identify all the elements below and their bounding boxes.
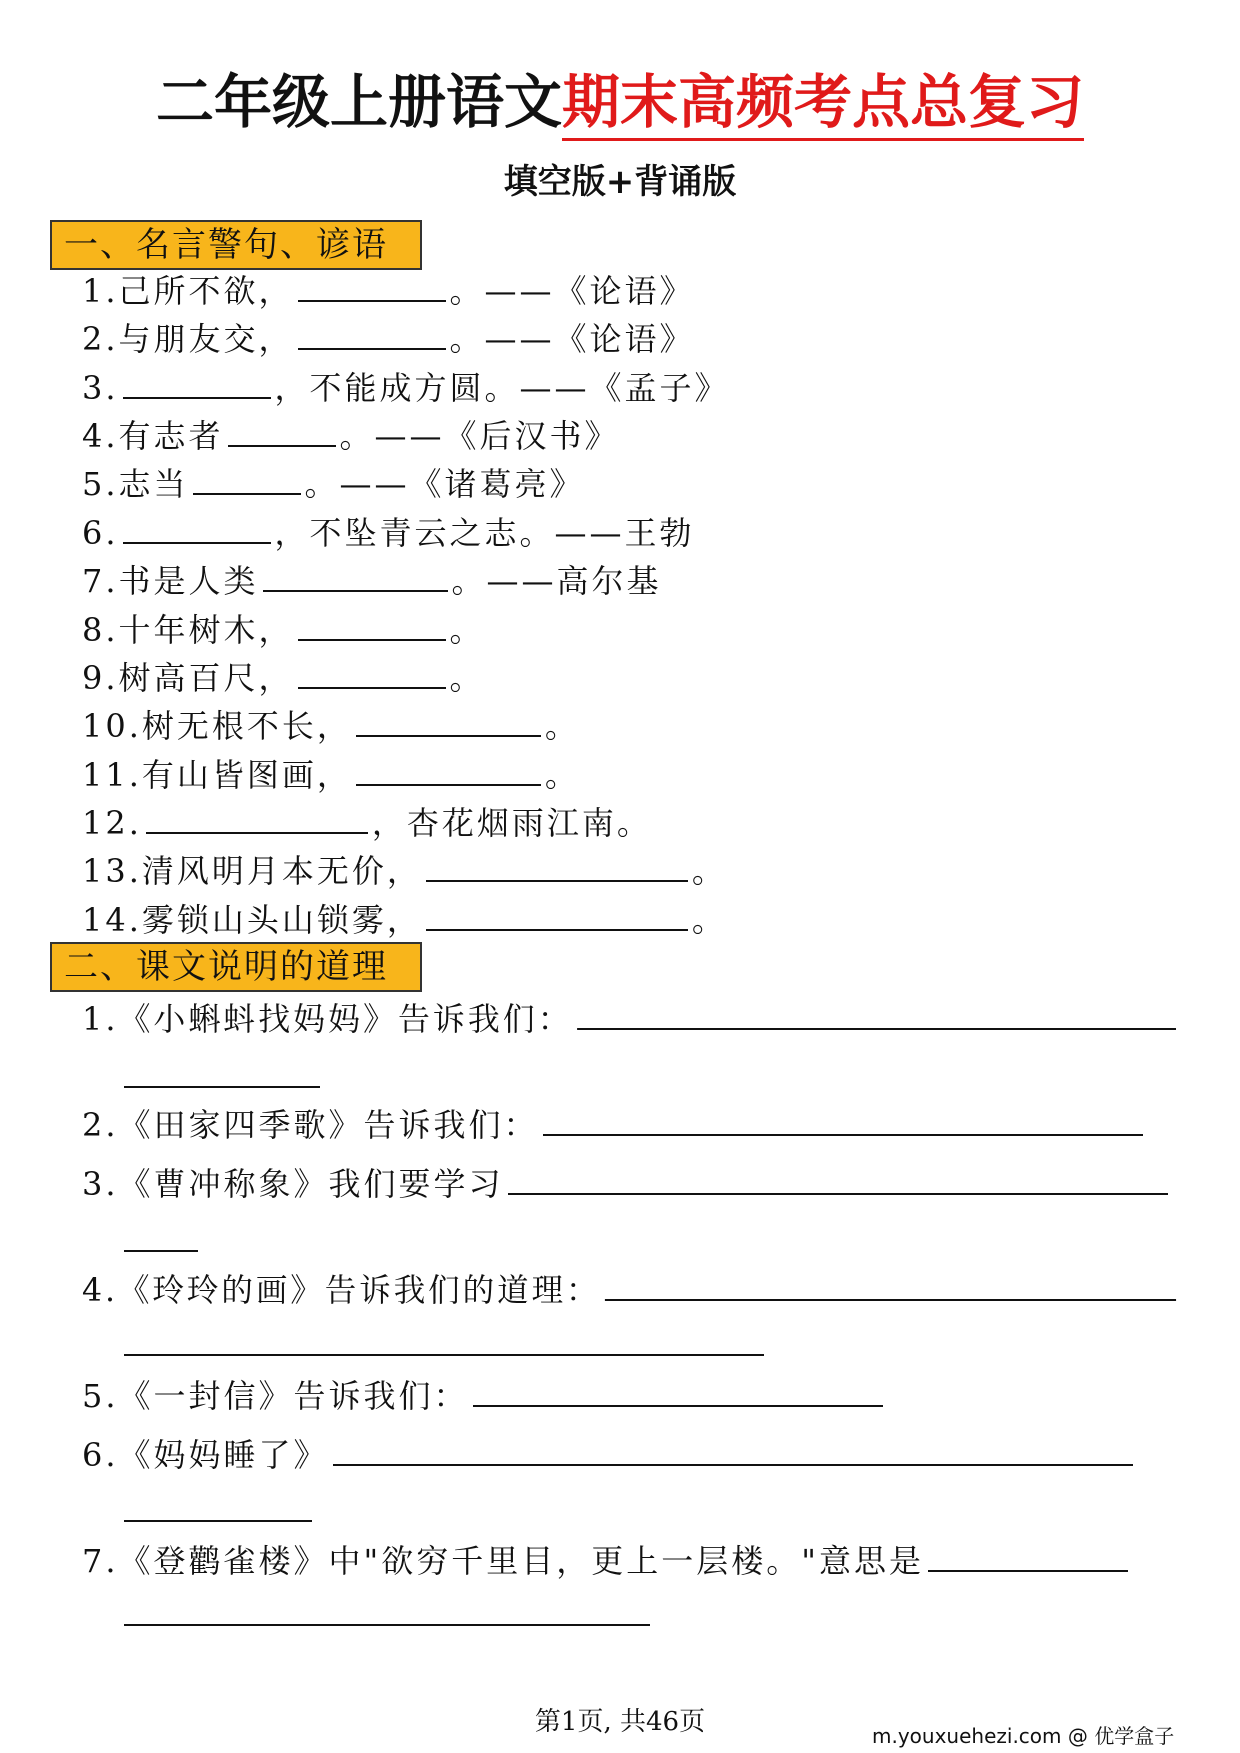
blank-line [123,367,271,399]
proverb-row: 8.十年树木， 。 [82,611,485,649]
blank-line [298,270,446,302]
blank-line [577,998,1176,1030]
proverb-row: 14.雾锁山头山锁雾， 。 [82,901,727,939]
lesson-row: 3.《曹冲称象》我们要学习 [82,1163,1172,1204]
blank-line [124,1086,320,1088]
section2-header: 二、课文说明的道理 [50,942,422,992]
proverb-row: 2.与朋友交， 。——《论语》 [82,320,695,358]
proverb-row: 5.志当 。——《诸葛亮》 [82,465,585,503]
blank-line [124,1520,312,1522]
title-red: 期末高频考点总复习 [562,68,1084,141]
blank-line [473,1375,883,1407]
blank-line [604,1269,1175,1301]
blank-line [124,1624,650,1626]
blank-line [124,1354,764,1356]
lesson-row: 6.《妈妈睡了》 [82,1434,1137,1475]
blank-line [123,512,271,544]
blank-line [426,850,688,882]
blank-line [333,1434,1133,1466]
proverb-row: 4.有志者 。——《后汉书》 [82,417,620,455]
proverb-row: 10.树无根不长， 。 [82,707,580,745]
page-title [0,66,1240,138]
blank-line [356,754,541,786]
title-black: 二年级上册语文 [155,68,562,136]
lesson-row: 4.《玲玲的画》告诉我们的道理： [82,1269,1180,1310]
proverb-row: 13.清风明月本无价， 。 [82,852,727,890]
blank-line [356,705,541,737]
section1-header: 一、名言警句、谚语 [50,220,422,270]
blank-line [124,1250,198,1252]
proverb-row: 11.有山皆图画， 。 [82,756,580,794]
lesson-row: 1.《小蝌蚪找妈妈》告诉我们： [82,998,1180,1039]
blank-line [543,1104,1143,1136]
proverb-row: 12. ，杏花烟雨江南。 [82,804,652,842]
blank-line [146,802,368,834]
blank-line [263,560,448,592]
blank-line [298,318,446,350]
proverb-row: 7.书是人类 。——高尔基 [82,562,662,600]
blank-line [193,463,301,495]
blank-line [298,657,446,689]
site-watermark: m.youxuehezi.com @ 优学盒子 [872,1724,1175,1748]
blank-line [508,1163,1168,1195]
blank-line [426,899,688,931]
proverb-row: 6. ，不坠青云之志。——王勃 [82,514,695,552]
blank-line [228,415,336,447]
lesson-row: 5.《一封信》告诉我们： [82,1375,887,1416]
proverb-row: 1.己所不欲， 。——《论语》 [82,272,695,310]
blank-line [298,609,446,641]
lesson-row: 2.《田家四季歌》告诉我们： [82,1104,1147,1145]
proverb-row: 3. ，不能成方圆。——《孟子》 [82,369,730,407]
lesson-row: 7.《登鹳雀楼》中"欲穷千里目，更上一层楼。"意思是 [82,1540,1132,1581]
proverb-row: 9.树高百尺， 。 [82,659,485,697]
blank-line [928,1540,1128,1572]
page-subtitle: 填空版+背诵版 [503,162,737,202]
page-number: 第1页, 共46页 [534,1707,706,1737]
